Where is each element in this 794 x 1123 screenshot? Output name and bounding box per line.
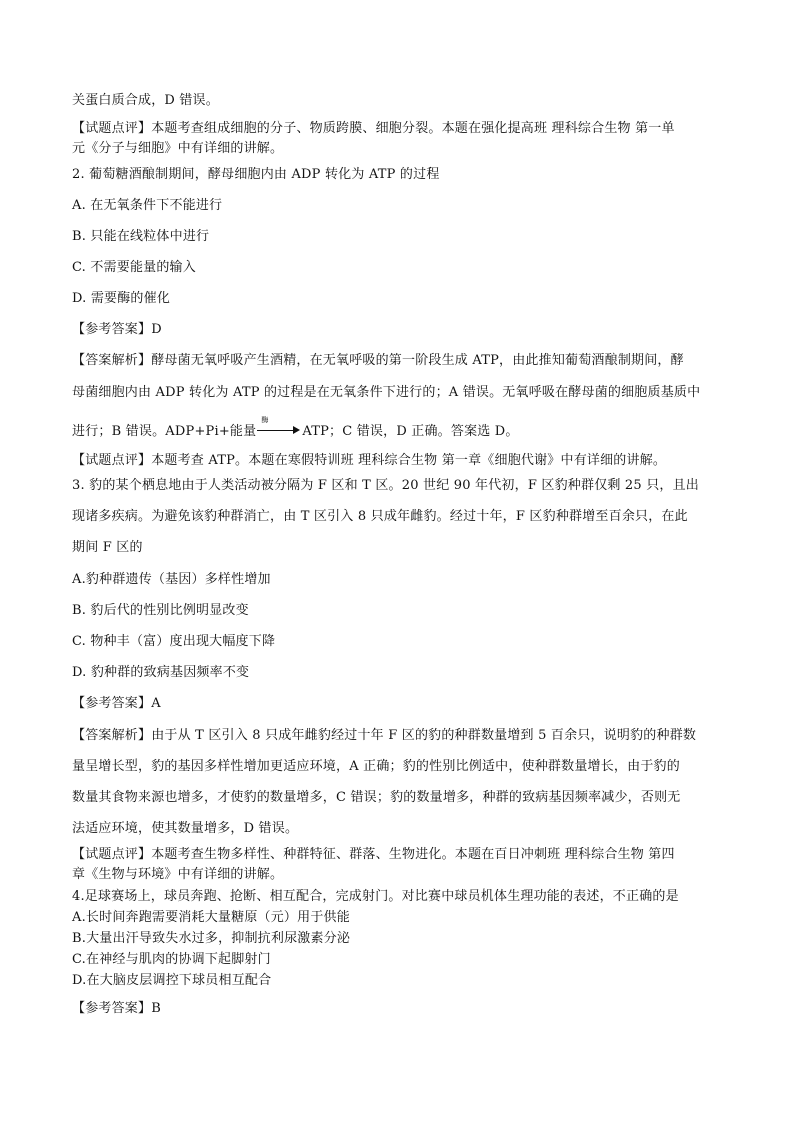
- question-2-option-a: A. 在无氧条件下不能进行: [72, 198, 223, 213]
- question-3-explanation: 量呈增长型，豹的基因多样性增加更适应环境，A 正确；豹的性别比例适中，使种群数量增长，由于豹的: [72, 759, 680, 774]
- enzyme-label: 酶: [261, 416, 269, 424]
- question-3-review: 【试题点评】本题考查生物多样性、种群特征、群落、生物进化。本题在百日冲刺班 理科综合生物 第四: [72, 847, 675, 862]
- question-2-review: 【试题点评】本题考查 ATP。本题在寒假特训班 理科综合生物 第一章《细胞代谢》中有详细的讲解。: [72, 453, 667, 468]
- question-3-explanation: 【答案解析】由于从 T 区引入 8 只成年雌豹经过十年 F 区的豹的种群数量增到 5 百余只，说明豹的种群数: [72, 728, 697, 743]
- question-3-option-d: D. 豹种群的致病基因频率不变: [72, 665, 250, 680]
- explanation-text: 进行；B 错误。ADP+Pi+能量: [72, 424, 257, 439]
- question-3-explanation: 法适应环境，使其数量增多，D 错误。: [72, 821, 299, 836]
- question-3-option-c: C. 物种丰（富）度出现大幅度下降: [72, 634, 276, 649]
- explanation-text: ATP；C 错误，D 正确。答案选 D。: [302, 424, 519, 439]
- question-4-option-c: C.在神经与肌肉的协调下起脚射门: [72, 952, 271, 967]
- question-3-option-b: B. 豹后代的性别比例明显改变: [72, 603, 249, 618]
- question-3-stem: 3. 豹的某个栖息地由于人类活动被分隔为 F 区和 T 区。20 世纪 90 年代初，F 区豹种群仅剩 25 只，且出: [72, 478, 699, 493]
- question-2-option-d: D. 需要酶的催化: [72, 291, 171, 306]
- question-3-stem: 期间 F 区的: [72, 540, 143, 555]
- question-2-explanation: [72, 416, 732, 440]
- question-3-answer: 【参考答案】A: [72, 696, 161, 711]
- question-2-explanation: 母菌细胞内由 ADP 转化为 ATP 的过程是在无氧条件下进行的；A 错误。无氧呼吸在酵母菌的细胞质基质中: [72, 385, 701, 400]
- text-line: 关蛋白质合成，D 错误。: [72, 93, 219, 108]
- question-3-explanation: 数量其食物来源也增多，才使豹的数量增多，C 错误；豹的数量增多，种群的致病基因频率减少，否则无: [72, 790, 681, 805]
- question-2-option-c: C. 不需要能量的输入: [72, 260, 196, 275]
- question-4-stem: 4.足球赛场上，球员奔跑、抢断、相互配合，完成射门。对比赛中球员机体生理功能的表述，不正确的是: [72, 889, 679, 904]
- question-2-stem: 2. 葡萄糖酒酿制期间，酵母细胞内由 ADP 转化为 ATP 的过程: [72, 167, 440, 182]
- question-4-option-a: A.长时间奔跑需要消耗大量糖原（元）用于供能: [72, 910, 350, 925]
- question-3-review: 章《生物与环境》中有详细的讲解。: [72, 867, 284, 882]
- question-2-option-b: B. 只能在线粒体中进行: [72, 229, 210, 244]
- reaction-arrow: [257, 416, 301, 436]
- review-line: 元《分子与细胞》中有详细的讲解。: [72, 141, 284, 156]
- arrow-line: [257, 430, 295, 431]
- question-3-option-a: A.豹种群遗传（基因）多样性增加: [72, 572, 271, 587]
- question-2-explanation: 【答案解析】酵母菌无氧呼吸产生酒精，在无氧呼吸的第一阶段生成 ATP，由此推知葡萄酒酿制期间，酵: [72, 353, 684, 368]
- question-2-answer: 【参考答案】D: [72, 322, 162, 337]
- question-4-option-b: B.大量出汗导致失水过多，抑制抗利尿激素分泌: [72, 931, 351, 946]
- review-line: 【试题点评】本题考查组成细胞的分子、物质跨膜、细胞分裂。本题在强化提高班 理科综合生物 第一单: [72, 121, 675, 136]
- arrow-head-icon: [293, 426, 300, 434]
- question-4-option-d: D.在大脑皮层调控下球员相互配合: [72, 973, 272, 988]
- question-4-answer: 【参考答案】B: [72, 1001, 161, 1016]
- question-3-stem: 现诸多疾病。为避免该豹种群消亡，由 T 区引入 8 只成年雌豹。经过十年，F 区豹种群增至百余只，在此: [72, 509, 688, 524]
